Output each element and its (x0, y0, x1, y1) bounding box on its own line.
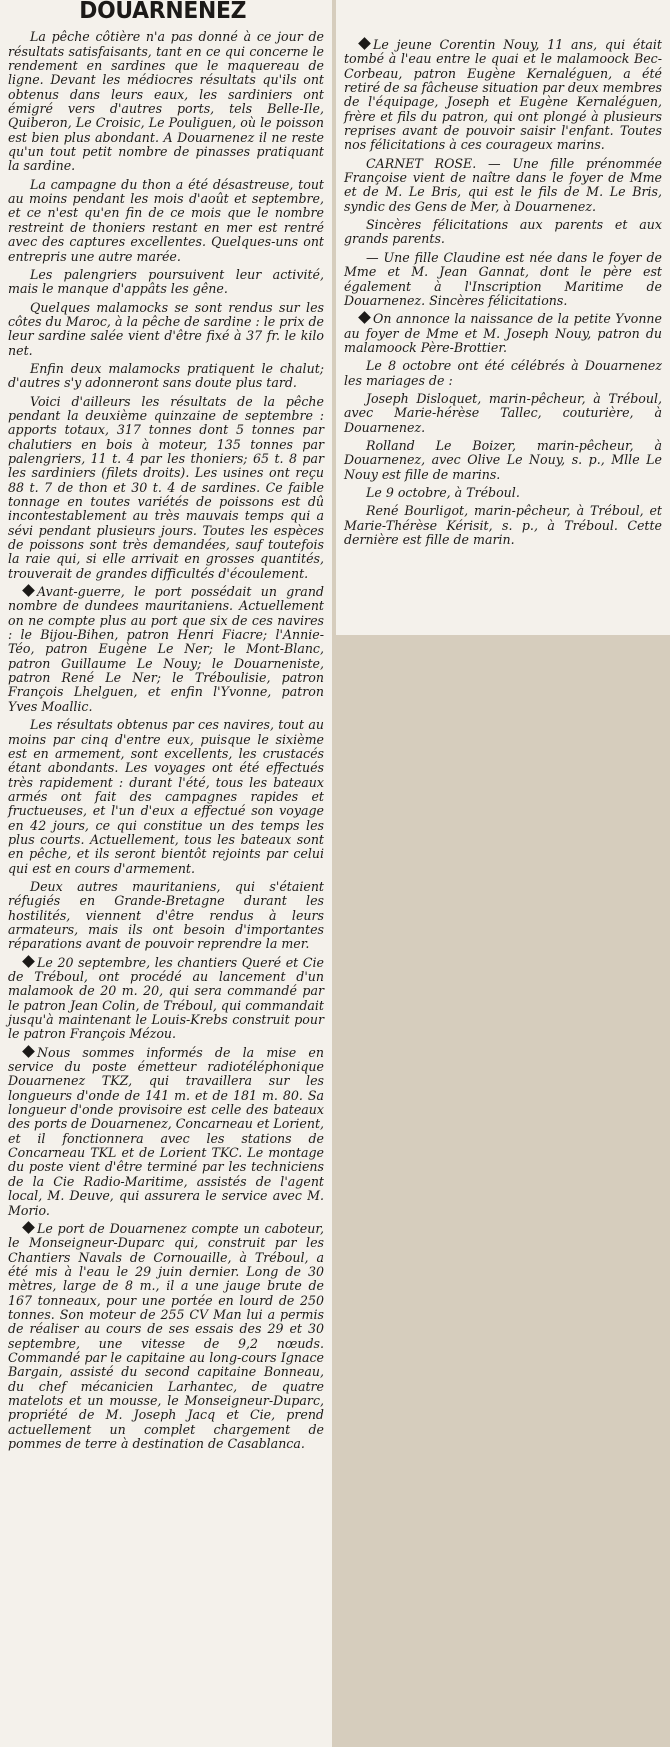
paragraph-text: Nous sommes informés de la mise en service du poste émetteur radiotéléphonique Douarnenez TKZ, qui travaillera sur les longueurs d'onde de 141 m. et de 181 m. 80. Sa longueur d'onde provisoire est celle des bateaux des ports de Douarnenez, Concarneau et Lorient, et il fonctionnera avec les stations de Concarneau TKL et de Lorient TKC. Le montage du poste vient d'être terminé par les techniciens de la Cie Radio-Maritime, assistés de l'agent local, M. Deuve, qui assurera le service avec M. Morio. (8, 1044, 325, 1218)
paragraph-text: La pêche côtière n'a pas donné à ce jour de résultats satisfaisants, tant en ce qui concerne le rendement en sardines que le maquereau de ligne. Devant les médiocres résultats qu'ils ont obtenus dans leurs eaux, les sardiniers ont émigré vers d'autres ports, tels Belle-Ile, Quiberon, Le Croisic, Le Pouliguen, où le poisson est bien plus abondant. A Douarnenez il ne reste qu'un tout petit nombre de pinasses pratiquant la sardine. (8, 29, 324, 174)
diamond-bullet-icon (22, 955, 35, 968)
article-paragraph (8, 362, 324, 391)
paragraph-text: Les résultats obtenus par ces navires, tout au moins par cinq d'entre eux, puisque le sixième est en armement, sont excellents, les crustacés étant abondants. Les voyages ont été effectués très rapidement : durant l'été, tous les bateaux armés ont fait des campagnes rapides et fructueuses, et l'un d'eux a effectué son voyage en 42 jours, ce qui constitue un des temps les plus courts. Actuellement, tous les bateaux sont en pêche, et ils seront bientôt rejoints par celui qui est en cours d'armement. (8, 717, 324, 876)
paragraph-text: Les palengriers poursuivent leur activité, mais le manque d'appâts les gêne. (8, 266, 324, 297)
article-paragraph (344, 439, 662, 482)
article-paragraph (8, 301, 324, 358)
article-paragraph (8, 718, 324, 876)
article-paragraph (344, 157, 662, 214)
left-column (0, 0, 332, 1747)
right-paragraphs (344, 38, 662, 547)
paragraph-text: — Une fille Claudine est née dans le foyer de Mme et M. Jean Gannat, dont le père est également à l'Inscription Maritime de Douarnenez. Sincères félicitations. (344, 249, 662, 308)
paragraph-text: Le jeune Corentin Nouy, 11 ans, qui était tombé à l'eau entre le quai et le malamoock Bec-Corbeau, patron Eugène Kernaléguen, a été retiré de sa fâcheuse situation par deux membres de l'équipage, Joseph et Eugène Kernaléguen, frère et fils du patron, qui ont plongé à plusieurs reprises avant de pouvoir saisir l'enfant. Toutes nos félicitations à ces courageux marins. (344, 37, 662, 153)
article-paragraph (344, 359, 662, 388)
article-paragraph (8, 395, 324, 581)
article-paragraph (344, 504, 662, 547)
article-paragraph (8, 1046, 324, 1218)
article-paragraph (8, 268, 324, 297)
diamond-bullet-icon (358, 311, 371, 324)
paragraph-text: On annonce la naissance de la petite Yvonne au foyer de Mme et M. Joseph Nouy, patron du malamoock Père-Brottier. (344, 311, 662, 355)
paragraph-text: René Bourligot, marin-pêcheur, à Tréboul, et Marie-Thérèse Kérisit, s. p., à Tréboul. Cette dernière est fille de marin. (344, 503, 662, 547)
left-paragraphs (8, 30, 324, 1451)
paragraph-text: Le port de Douarnenez compte un caboteur, le Monseigneur-Duparc qui, construit par les Chantiers Navals de Cornouaille, à Tréboul, a été mis à l'eau le 29 juin dernier. Long de 30 mètres, large de 8 m., il a une jauge brute de 167 tonneaux, pour une portée en lourd de 250 tonnes. Son moteur de 255 CV Man lui a permis de réaliser au cours de ses essais des 29 et 30 septembre, une vitesse de 9,2 nœuds. Commandé par le capitaine au long-cours Ignace Bargain, assisté du second capitaine Bonneau, du chef mécanicien Larhantec, de quatre matelots et un mousse, le Monseigneur-Duparc, propriété de M. Joseph Jacq et Cie, prend actuellement un complet chargement de pommes de terre à destination de Casablanca. (8, 1220, 324, 1451)
article-title: DOUARNENEZ (79, 0, 247, 24)
paragraph-text: La campagne du thon a été désastreuse, tout au moins pendant les mois d'août et septembre, et ce n'est qu'en fin de ce mois que le nombre restreint de thoniers restant en mer est rentré avec des captures excellentes. Quelques-uns ont entrepris une autre marée. (8, 176, 324, 264)
article-paragraph (344, 38, 662, 153)
diamond-bullet-icon (22, 1045, 35, 1058)
right-column (336, 0, 670, 635)
article-paragraph (344, 251, 662, 308)
paragraph-text: Le 20 septembre, les chantiers Queré et Cie de Tréboul, ont procédé au lancement d'un malamook de 20 m. 20, qui sera commandé par le patron Jean Colin, de Tréboul, qui commandait jusqu'à maintenant le Louis-Krebs construit pour le patron François Mézou. (8, 954, 324, 1042)
paragraph-text: Voici d'ailleurs les résultats de la pêche pendant la deuxième quinzaine de septembre : apports totaux, 317 tonnes dont 5 tonnes par chalutiers en bois à moteur, 135 tonnes par palengriers, 11 t. 4 par les thoniers; 65 t. 8 par les sardiniers (filets droits). Les usines ont reçu 88 t. 7 de thon et 30 t. 4 de sardines. Ce faible tonnage en toutes variétés de poissons est dû incontestablement au très mauvais temps qui a sévi pendant plusieurs jours. Toutes les espèces de poissons sont très demandées, sauf toutefois la raie qui, si elle arrivait en grosses quantités, trouverait de grandes difficultés d'écoulement. (8, 393, 324, 581)
paragraph-text: Enfin deux malamocks pratiquent le chalut; d'autres s'y adonneront sans doute plus tard. (8, 360, 324, 391)
article-paragraph (8, 880, 324, 952)
paragraph-text: Deux autres mauritaniens, qui s'étaient réfugiés en Grande-Bretagne durant les hostilités, viennent d'être rendus à leurs armateurs, mais ils ont besoin d'importantes réparations avant de pouvoir reprendre la mer. (8, 878, 324, 952)
paragraph-text: Le 9 octobre, à Tréboul. (366, 484, 520, 500)
paragraph-text: Avant-guerre, le port possédait un grand nombre de dundees mauritaniens. Actuellement on ne compte plus au port que six de ces navires : le Bijou-Bihen, patron Henri Fiacre; l'Annie-Téo, patron Eugène Le Ner; le Mont-Blanc, patron Guillaume Le Nouy; le Douarneniste, patron René Le Ner; le Tréboulisie, patron François Lhelguen, et enfin l'Yvonne, patron Yves Moallic. (8, 584, 324, 714)
article-paragraph (344, 486, 662, 500)
article-paragraph (8, 178, 324, 264)
diamond-bullet-icon (22, 1221, 35, 1234)
article-paragraph (344, 312, 662, 355)
paragraph-text: Sincères félicitations aux parents et aux grands parents. (344, 217, 662, 247)
article-paragraph (8, 585, 324, 714)
article-paragraph (8, 30, 324, 173)
paragraph-text: Joseph Disloquet, marin-pêcheur, à Tréboul, avec Marie-hérèse Tallec, couturière, à Douarnenez. (344, 390, 662, 435)
paragraph-text: Rolland Le Boizer, marin-pêcheur, à Douarnenez, avec Olive Le Nouy, s. p., Mlle Le Nouy est fille de marins. (344, 437, 662, 482)
paragraph-text: Quelques malamocks se sont rendus sur les côtes du Maroc, à la pêche de sardine : le prix de leur sardine salée vient d'être fixé à 37 fr. le kilo net. (8, 299, 324, 358)
article-paragraph (8, 1222, 324, 1452)
article-paragraph (344, 218, 662, 247)
article-paragraph (8, 956, 324, 1042)
paragraph-text: Le 8 octobre ont été célébrés à Douarnenez les mariages de : (344, 358, 662, 388)
article-paragraph (344, 392, 662, 435)
paragraph-text: CARNET ROSE. — Une fille prénommée Françoise vient de naître dans le foyer de Mme et de M. Le Bris, qui est le fils de M. Le Bris, syndic des Gens de Mer, à Douarnenez. (344, 155, 662, 214)
diamond-bullet-icon (358, 37, 371, 50)
diamond-bullet-icon (22, 584, 35, 597)
